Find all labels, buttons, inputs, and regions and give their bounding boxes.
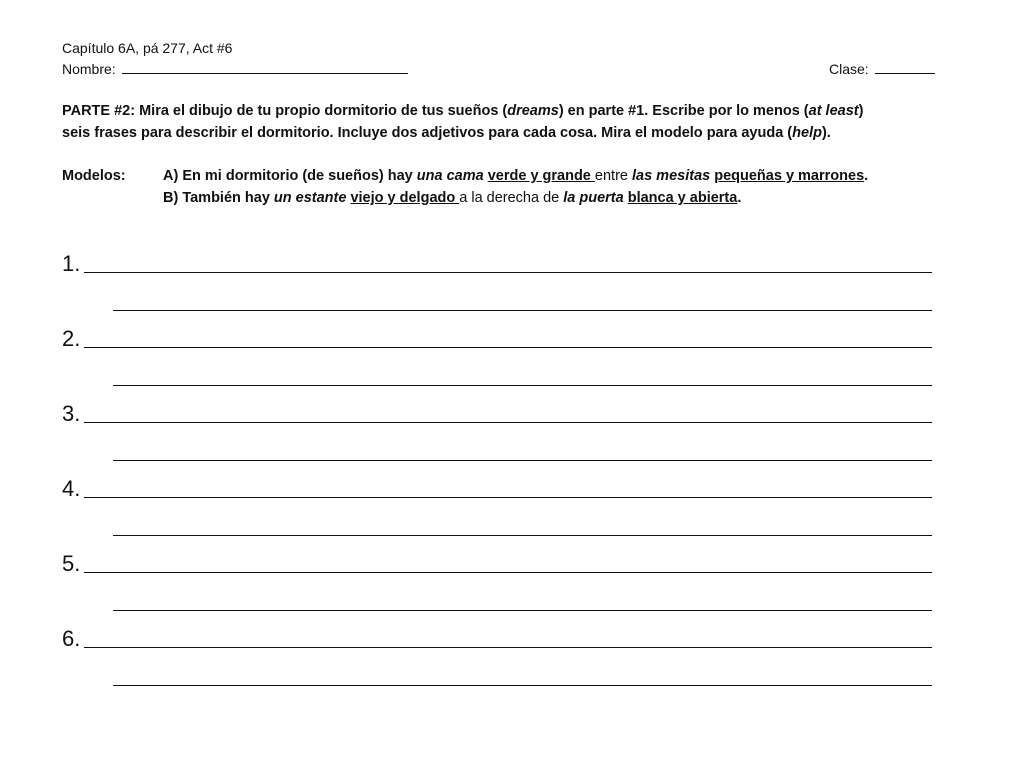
model-b [163, 187, 741, 209]
instructions [62, 100, 962, 144]
part-label: PARTE #2: [62, 103, 136, 119]
instructions-text-2: ) en parte #1. Escribe por lo menos ( [558, 103, 809, 119]
answer-line-first[interactable] [84, 347, 932, 348]
model-a-prefix: A) En mi dormitorio (de sueños) hay [163, 168, 417, 184]
model-b-row [62, 187, 962, 209]
name-blank-field[interactable] [122, 61, 408, 74]
answer-number: 1. [62, 251, 81, 276]
instructions-help: help [792, 125, 822, 141]
name-label: Nombre: [62, 61, 116, 77]
model-b-middle: a la derecha de [459, 190, 560, 206]
instructions-at-least: at least [808, 103, 859, 119]
model-a-adj2: pequeñas y marrones [714, 168, 865, 184]
model-a-between: entre [594, 168, 628, 184]
answer-number: 3. [62, 401, 81, 426]
answer-number: 5. [62, 551, 81, 576]
answer-line-second[interactable] [113, 310, 932, 311]
model-b-prefix: B) También hay [163, 190, 274, 206]
model-b-adj1: viejo y delgado [350, 190, 460, 206]
class-blank-field[interactable] [875, 61, 935, 74]
model-a-end: . [864, 168, 869, 184]
answer-line-second[interactable] [113, 685, 932, 686]
instructions-line-1 [62, 100, 962, 122]
models-label: Modelos: [62, 168, 126, 184]
answer-line-first[interactable] [84, 272, 932, 273]
name-row [62, 60, 408, 78]
answer-number: 2. [62, 326, 81, 351]
model-b-adj2: blanca y abierta [627, 190, 738, 206]
answer-number: 6. [62, 626, 81, 651]
model-a [163, 165, 868, 187]
chapter-reference: Capítulo 6A, pá 277, Act #6 [62, 40, 233, 56]
answer-line-first[interactable] [84, 572, 932, 573]
model-a-noun1: una cama [416, 168, 484, 184]
model-b-noun1: un estante [273, 190, 347, 206]
class-row [829, 60, 935, 78]
instructions-dreams: dreams [507, 103, 559, 119]
instructions-text-1: Mira el dibujo de tu propio dormitorio de tus sueños ( [135, 103, 508, 119]
answer-line-second[interactable] [113, 535, 932, 536]
answer-line-first[interactable] [84, 497, 932, 498]
instructions-text-5: ). [821, 125, 831, 141]
answer-number: 4. [62, 476, 81, 501]
model-a-noun2: las mesitas [632, 168, 711, 184]
answer-line-second[interactable] [113, 385, 932, 386]
answer-line-first[interactable] [84, 647, 932, 648]
model-a-adj1: verde y grande [487, 168, 595, 184]
instructions-text-3: ) [858, 103, 864, 119]
class-label: Clase: [829, 61, 869, 77]
answer-line-second[interactable] [113, 610, 932, 611]
instructions-text-4: seis frases para describir el dormitorio. Incluye dos adjetivos para cada cosa. Mira el modelo para ayuda ( [62, 125, 793, 141]
answer-line-first[interactable] [84, 422, 932, 423]
answer-line-second[interactable] [113, 460, 932, 461]
model-a-row [62, 165, 962, 187]
model-b-end: . [737, 190, 742, 206]
model-b-noun2: la puerta [563, 190, 624, 206]
models-section [62, 165, 962, 209]
instructions-line-2 [62, 122, 962, 144]
